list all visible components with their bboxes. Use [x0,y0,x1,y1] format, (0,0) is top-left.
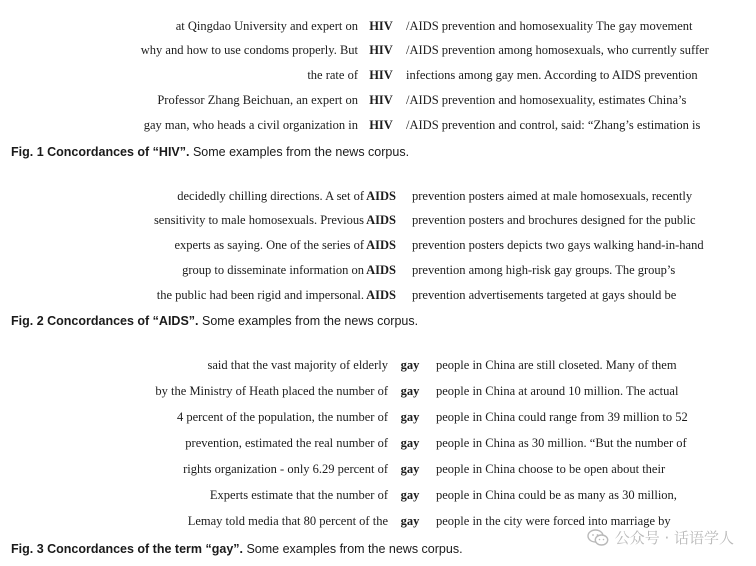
wechat-icon [587,529,609,547]
right-context: people in China could be as many as 30 million, [436,488,677,502]
right-context: /AIDS prevention and homosexuality, estimates China’s [406,93,687,107]
right-context: infections among gay men. According to AIDS prevention [406,68,698,82]
right-context: /AIDS prevention and homosexuality The gay movement [406,19,693,33]
left-context: rights organization - only 6.29 percent of [183,462,388,476]
right-context: prevention posters aimed at male homosexuals, recently [412,189,693,203]
right-context: prevention posters and brochures designed for the public [412,213,696,227]
concordance-line [0,90,756,110]
node-word: AIDS [366,189,396,203]
left-context: 4 percent of the population, the number of [176,410,388,424]
left-context: by the Ministry of Heath placed the number of [155,384,388,398]
concordance-line [0,65,756,85]
node-word: AIDS [366,288,396,302]
watermark [587,527,734,548]
node-word: HIV [369,43,393,57]
figure-caption-label: Fig. 2 Concordances of “AIDS”. [11,314,199,328]
node-word: gay [400,358,420,372]
node-word: AIDS [366,238,396,252]
left-context: experts as saying. One of the series of [174,238,364,252]
left-context: why and how to use condoms properly. But [140,43,358,57]
concordance-line [0,115,756,135]
figure-caption-label: Fig. 1 Concordances of “HIV”. [11,145,190,159]
figure-caption [11,144,409,160]
left-context: Experts estimate that the number of [209,488,388,502]
node-word: AIDS [366,213,396,227]
right-context: people in China are still closeted. Many of them [436,358,677,372]
node-word: HIV [369,118,393,132]
left-context: Lemay told media that 80 percent of the [187,514,388,528]
concordance-line [0,459,756,479]
figure-caption-text: Some examples from the news corpus. [243,542,463,556]
right-context: people in China at around 10 million. The actual [436,384,679,398]
concordance-line [0,235,756,255]
left-context: at Qingdao University and expert on [175,19,358,33]
concordance-line [0,433,756,453]
concordance-line [0,381,756,401]
figure-caption [11,313,418,329]
node-word: gay [400,462,420,476]
node-word: gay [400,384,420,398]
right-context: people in China choose to be open about their [436,462,666,476]
concordance-line [0,260,756,280]
figure-caption-text: Some examples from the news corpus. [189,145,410,159]
node-word: gay [400,488,420,502]
node-word: HIV [369,68,393,82]
left-context: the rate of [307,68,358,82]
left-context: group to disseminate information on [182,263,364,277]
watermark-text: 公众号 · 话语学人 [614,529,734,547]
concordance-line [0,16,756,36]
right-context: prevention advertisements targeted at gays should be [412,288,677,302]
left-context: sensitivity to male homosexuals. Previous [153,213,364,227]
left-context: the public had been rigid and impersonal. [156,288,364,302]
concordance-line [0,485,756,505]
left-context: decidedly chilling directions. A set of [177,189,364,203]
left-context: gay man, who heads a civil organization in [143,118,358,132]
figure-caption-label: Fig. 3 Concordances of the term “gay”. [11,542,243,556]
node-word: HIV [369,19,393,33]
concordance-line [0,186,756,206]
concordance-line [0,40,756,60]
right-context: people in China as 30 million. “But the number of [436,436,687,450]
node-word: HIV [369,93,393,107]
right-context: /AIDS prevention among homosexuals, who currently suffer [406,43,709,57]
concordance-line [0,355,756,375]
right-context: prevention among high-risk gay groups. The group’s [412,263,676,277]
right-context: prevention posters depicts two gays walking hand-in-hand [412,238,704,252]
figure-caption [11,541,463,557]
concordance-line [0,210,756,230]
figure-caption-text: Some examples from the news corpus. [198,314,419,328]
node-word: gay [400,410,420,424]
concordance-line [0,407,756,427]
left-context: prevention, estimated the real number of [185,436,388,450]
right-context: people in China could range from 39 million to 52 [436,410,688,424]
left-context: Professor Zhang Beichuan, an expert on [157,93,358,107]
node-word: AIDS [366,263,396,277]
node-word: gay [400,436,420,450]
concordance-line [0,285,756,305]
left-context: said that the vast majority of elderly [207,358,388,372]
right-context: people in the city were forced into marriage by [436,514,671,528]
right-context: /AIDS prevention and control, said: “Zhang’s estimation is [406,118,701,132]
node-word: gay [400,514,420,528]
